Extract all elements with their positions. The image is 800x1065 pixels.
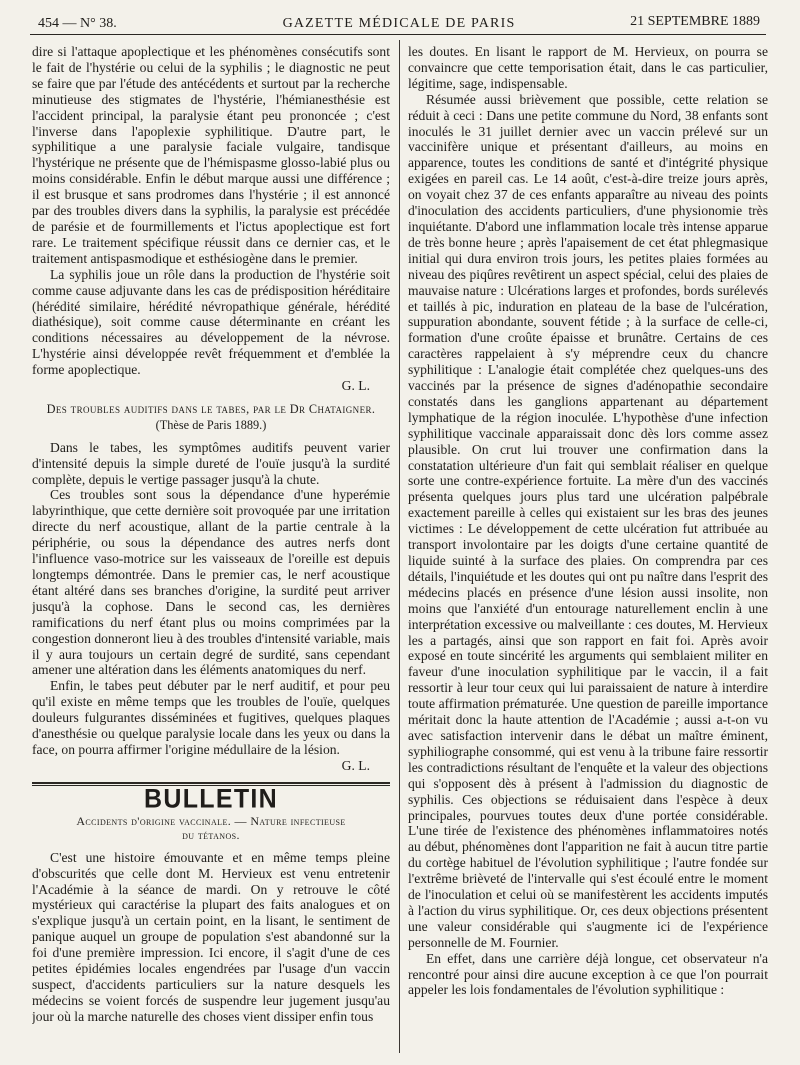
paragraph: Enfin, le tabes peut débuter par le nerf auditif, et pour peu qu'il existe en même temps que les troubles de l'ouïe, quelques douleurs fulgurantes disséminées et fugitives, quelques plaques d'anesthésie ou quelque paralysie locale dans les yeux ou dans la face, on pourra affirmer l'origine médullaire de la lésion. xyxy=(32,678,390,757)
journal-title: GAZETTE MÉDICALE DE PARIS xyxy=(282,16,516,31)
article-heading xyxy=(32,402,390,434)
paragraph: La syphilis joue un rôle dans la production de l'hystérie soit comme cause adjuvante dans les cas de prédisposition héréditaire (hérédité similaire, hérédité névropathique générale, hérédité diathésique), soit comme cause déterminante en créant les conditions nécessaires au développement de la névrose. L'hystérie ainsi développée revêt fréquemment et d'emblée la forme apoplectique. xyxy=(32,266,390,378)
signature: G. L. xyxy=(341,378,370,394)
signature: G. L. xyxy=(341,757,370,773)
article-source: (Thèse de Paris 1889.) xyxy=(155,417,267,432)
paragraph: C'est une histoire émouvante et en même temps pleine d'obscurités que celle dont M. Hervieux est venu entretenir l'Académie à la séance de mardi. On y retrouve le côté mystérieux qui caractérise la plupart des faits analogues et on s'explique jusqu'à un certain point, en la lisant, le sentiment de panique auquel un groupe de population s'est abandonné sur la foi d'une première impression. Ici encore, il s'agit d'une de ces petites épidémies locales engendrées par l'usage d'un vaccin suspect, d'accidents particuliers sur la nature desquels les médecins se voient forcés de suspendre leur jugement jusqu'au jour où la marche naturelle des choses vient dissiper enfin tous xyxy=(32,849,390,1024)
bulletin-title: BULLETIN xyxy=(144,783,278,814)
paragraph: Dans le tabes, les symptômes auditifs peuvent varier d'intensité depuis la simple dureté de l'ouïe jusqu'à la surdité complète, depuis le vertige passager jusqu'à la chute. xyxy=(32,439,390,487)
paragraph: Ces troubles sont sous la dépendance d'une hyperémie labyrinthique, que cette dernière soit provoquée par une irritation directe du nerf acoustique, allant de la partie centrale à la périphérie, ou sous la dépendance des autres nerfs dont l'influence vaso-motrice sur les vaisseaux de l'oreille est depuis longtemps démontrée. Dans le premier cas, le nerf acoustique étant altéré dans ses branches d'origine, la surdité peut arriver jusqu'à la cophose. Dans le second cas, les dernières ramifications du nerf étant plus ou moins comprimées par la congestion donneront lieu à des troubles d'intensité variable, mais il y aura toujours un certain degré de surdité, sans cependant amener une altération dans les éléments anatomiques du nerf. xyxy=(32,487,390,678)
page-header xyxy=(38,12,760,34)
header-rule xyxy=(30,34,766,35)
column-divider xyxy=(399,40,400,1053)
page-number: 454 — N° 38. xyxy=(38,16,117,31)
bulletin-subtitle-line: du tétanos. xyxy=(182,827,240,842)
bulletin-subtitle xyxy=(32,814,390,842)
paragraph: Résumée aussi brièvement que possible, cette relation se réduit à ceci : Dans une petite commune du Nord, 38 enfants sont inoculés le 31 juillet dernier avec un vaccin prélevé sur un vaccinifère unique et présentant d'ailleurs, au moins en apparence, toutes les conditions de santé et d'intégrité physique exigées en pareil cas. Le 14 août, c'est-à-dire treize jours après, on voyait chez 37 de ces enfants apparaître au niveau des points d'inoculation des accidents particuliers, d'une physionomie très inquiétante. D'abord une inflammation locale très intense apparue de très bonne heure ; après l'apaisement de cet état phlegmasique initial qui dura environ trois jours, les petites plaies formées au niveau des piqûres revêtirent un aspect spécial, celui des plaies de mauvaise nature : Ulcérations larges et profondes, bords surélevés et taillés à pic, induration en plateau de la base de l'ulcération, suppuration abondante, souvent fétide ; à la surface de celle-ci, formation d'une croûte épaisse et brunâtre. Certains de ces caractères rappelaient à s'y méprendre ceux du chancre syphilitique : L'analogie était complétée chez quelques-uns des vaccinés par la présence de signes d'adénopathie secondaire constatés dans les ganglions appartenant au département lymphatique de la région inoculée. L'hypothèse d'une infection syphilitique vaccinale apparaissait donc dès lors comme assez plausible. On crut lui trouver une confirmation dans la constatation ultérieure d'un fait qui semblait réaliser en quelque sorte une contre-expérience fortuite. La mère d'un des vaccinés présenta quelques jours plus tard une ulcération palpébrale exactement pareille à celles qui existaient sur les bras des jeunes victimes : Le développement de cette ulcération fut attribuée au transport involontaire par les doigts d'une certaine quantité de liquide suinté à la surface des plaies. On comprendra par ces détails, l'inquiétude et les doutes qui ont pu naître dans l'esprit des médecins placés en présence d'une lésion aussi insolite, non moins que l'anxiété d'un entourage naturellement enclin à une interprétation excessive ou malveillante : ces doutes, M. Hervieux les a partagés, ainsi que son rapport en fait foi. Après avoir exposé en toute sincérité les arguments qui semblaient militer en faveur d'une inoculation syphilitique par le vaccin, il a fait ressortir à leur tour ceux qui lui paraissaient de nature à interdire toute affirmation prématurée. Une question de pareille importance méritait donc la haute attention de l'Académie ; aussi a-t-on vu avec satisfaction intervenir dans le débat un maître éminent, syphiliographe consommé, qui est venu à la tribune faire ressortir les contradictions résultant de l'enquête et la valeur des objections qui s'opposent dès à présent à l'admission du diagnostic de syphilis. Ces objections se réduisaient dans l'espèce à deux principales, pourvues toutes deux d'une portée considérable. L'une tirée de l'existence des phénomènes inflammatoires notés au début, phénomènes dont l'apparition ne fait à aucun titre partie du cortège habituel de l'évolution syphilitique ; l'autre fondée sur l'extrême brièveté de l'intervalle qui s'est écoulé entre le moment de l'inoculation et celui où se manifestèrent les accidents imputés à l'action du virus syphilitique. Or, ces deux objections présentent une valeur considérable qui s'augmente ici de l'expérience personnelle de M. Fournier. xyxy=(408,91,768,950)
right-column xyxy=(408,44,768,1055)
paragraph: En effet, dans une carrière déjà longue, cet observateur n'a rencontré pour ainsi dire aucune exception à ce que l'on pourrait appeler les lois fondamentales de l'évolution syphilitique : xyxy=(408,950,768,998)
bulletin-subtitle-line: Accidents d'origine vaccinale. — Nature infectieuse xyxy=(76,813,346,828)
article-author: , par le Dr Chataigner. xyxy=(246,401,376,416)
issue-date: 21 SEPTEMBRE 1889 xyxy=(630,14,760,29)
paragraph: les doutes. En lisant le rapport de M. Hervieux, on pourra se convaincre que cette temporisation était, dans le cas particulier, légitime, sage, indispensable. xyxy=(408,44,768,91)
article-title: Des troubles auditifs dans le tabes xyxy=(46,401,247,416)
left-column xyxy=(32,44,390,1055)
paragraph: dire si l'attaque apoplectique et les phénomènes consécutifs sont le fait de l'hystérie ou celui de la syphilis ; le diagnostic ne peut se faire que par l'étude des antécédents et surtout par la recherche minutieuse des stigmates de l'hystérie, l'hémianesthésie est l'accident principal, la paralysie étant peu prononcée ; c'est l'inverse dans l'apoplexie syphilitique. D'autre part, le syphilitique a une paralysie faciale vulgaire, tandisque l'hystérique ne présente que de l'hémispasme glosso-labié plus ou moins considérable. Enfin le début marque aussi une différence ; il est brusque et sans prodromes dans l'hystérie ; il est annoncé par des troubles divers dans la syphilis, la paralysie est précédée de parésie et de fourmillements et l'ictus apoplectique est fort rare. Le traitement spécifique réussit dans ce dernier cas, et le traitement antispasmodique et esthésiogène dans le premier. xyxy=(32,44,390,266)
